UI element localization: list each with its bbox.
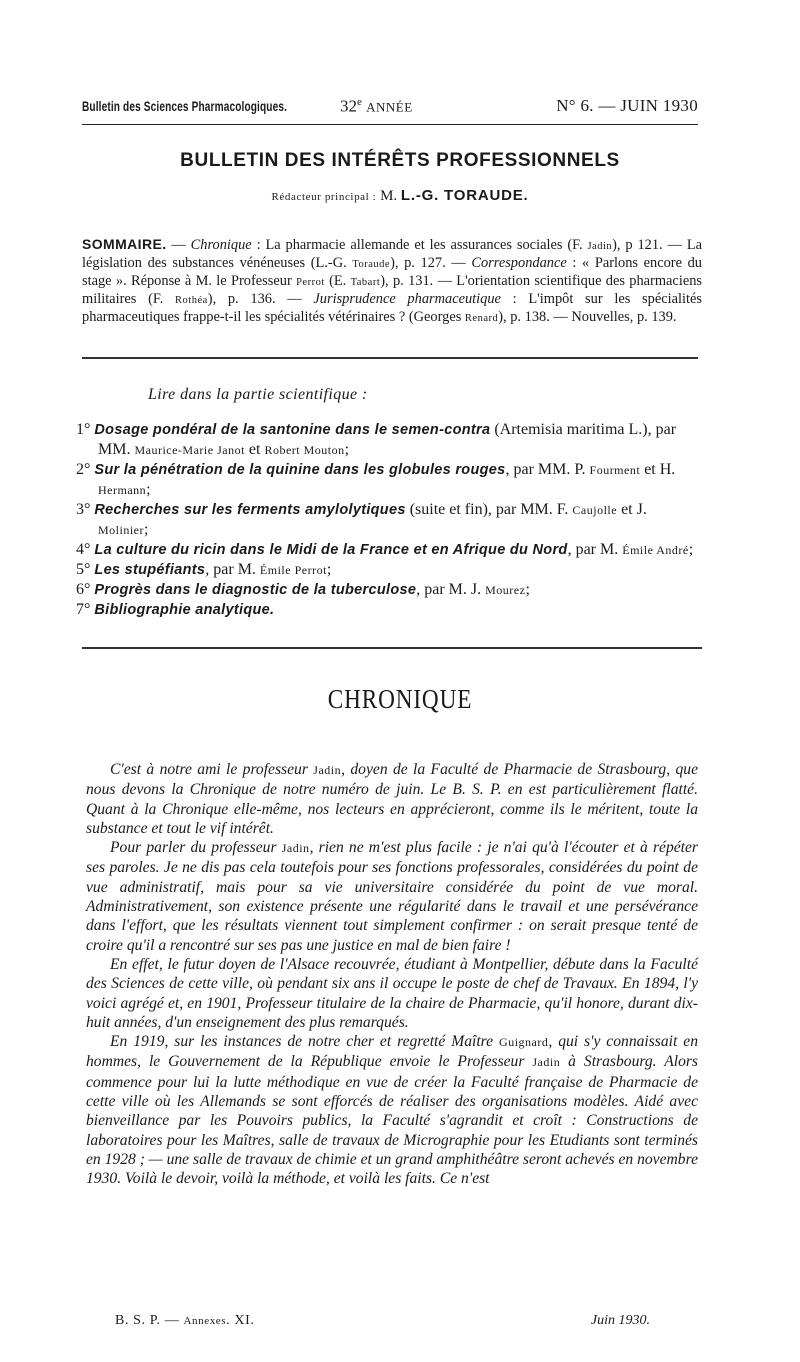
- scientific-contents-list: [76, 420, 700, 620]
- contents-item: 6° Progrès dans le diagnostic de la tuberculose, par M. J. Mourez;: [76, 581, 530, 598]
- volume-year: 32e ANNÉE: [340, 96, 413, 116]
- footer-date: Juin 1930.: [590, 1313, 650, 1328]
- footer-signature: B. S. P. — Annexes. XI.: [115, 1313, 255, 1328]
- contents-item: 4° La culture du ricin dans le Midi de la France et en Afrique du Nord, par M. Émile André;: [76, 541, 694, 558]
- paragraph: En effet, le futur doyen de l'Alsace recouvrée, étudiant à Montpellier, débute dans la Faculté des Sciences de cette ville, où pendant six ans il occupe le poste de chef de Travaux. En 1894, l'y voici agrégé et, en 1901, Professeur titulaire de la chaire de Pharmacie, qu'il honore, durant dix-huit années, d'un enseignement des plus remarqués.: [86, 955, 698, 1031]
- chronique-body: [86, 760, 698, 1189]
- contents-item: 3° Recherches sur les ferments amylolytiques (suite et fin), par MM. F. Caujolle et J. Molinier;: [76, 501, 647, 538]
- summary-block: SOMMAIRE. — Chronique : La pharmacie allemande et les assurances sociales (F. Jadin), p 121. — La législation des substances vénéneuses (L.-G. Toraude), p. 127. — Correspondance : « Parlons encore du stage ». Réponse à M. le Professeur Perrot (E. Tabart), p. 131. — L'orientation scientifique des pharmaciens militaires (F. Rothéa), p. 136. — Jurisprudence pharmaceutique : L'impôt sur les spécialités pharmaceutiques frappe-t-il les spécialités vétérinaires ? (Georges Renard), p. 138. — Nouvelles, p. 139.: [82, 236, 703, 325]
- paragraph: C'est à notre ami le professeur Jadin, doyen de la Faculté de Pharmacie de Strasbourg, que nous devons la Chronique de notre numéro de juin. Le B. S. P. en est particulièrement flatté. Quant à la Chronique elle-même, nos lecteurs en apprécieront, comme ils le méritent, toute la substance et tout le vif intérêt.: [86, 761, 698, 837]
- editor-line: Rédacteur principal : M. L.-G. TORAUDE.: [271, 187, 529, 204]
- contents-rule: [82, 647, 702, 649]
- paragraph: Pour parler du professeur Jadin, rien ne m'est plus facile : je n'ai qu'à l'écouter et à répéter ses paroles. Je ne dis pas cela toutefois pour ses fonctions professorales, considérées du point de vue administratif, mais pour sa vie universitaire considérée du point de vue moral. Administrativement, son existence présente une régularité dans le travail et une persévérance dans l'effort, que les résultats viennent tout simplement confirmer : on serait presque tenté de croire qu'il a rencontré sur ses pas une justice en mal de bien faire !: [86, 839, 699, 954]
- contents-item: 5° Les stupéfiants, par M. Émile Perrot;: [76, 561, 332, 578]
- chronique-heading: CHRONIQUE: [327, 684, 473, 714]
- section-title: BULLETIN DES INTÉRÊTS PROFESSIONNELS: [180, 150, 620, 171]
- contents-item: 7° Bibliographie analytique.: [76, 601, 275, 618]
- issue-number: N° 6. — JUIN 1930: [556, 96, 698, 115]
- paragraph: En 1919, sur les instances de notre cher et regretté Maître Guignard, qui s'y connaissait en hommes, le Gouvernement de la République envoie le Professeur Jadin à Strasbourg. Alors commence pour lui la lutte méthodique en vue de créer la Faculté française de Pharmacie de cette ville où les Allemands se sont efforcés de réaliser des organisations modèles. Aidé avec bienveillance par les Pouvoirs publics, la Faculté s'agrandit et croît : Constructions de laboratoires pour les Maîtres, salle de travaux de Micrographie pour les Etudiants sont terminés en 1928 ; — une salle de travaux de chimie et un grand amphithéâtre seront achevés en novembre 1930. Voilà le devoir, voilà la méthode, et voilà les faits. Ce n'est: [86, 1033, 699, 1188]
- contents-item: 1° Dosage pondéral de la santonine dans le semen-contra (Artemisia maritima L.), par MM. Maurice-Marie Janot et Robert Mouton;: [76, 421, 677, 458]
- header-rule: [82, 124, 698, 125]
- summary-rule: [82, 357, 698, 359]
- journal-name: Bulletin des Sciences Pharmacologiques.: [82, 98, 288, 114]
- contents-item: 2° Sur la pénétration de la quinine dans les globules rouges, par MM. P. Fourment et H. Hermann;: [76, 461, 676, 498]
- editor-name: L.-G. TORAUDE.: [400, 187, 529, 204]
- editor-label: Rédacteur principal :: [271, 191, 377, 203]
- running-header: [82, 96, 698, 122]
- scientific-part-heading: Lire dans la partie scientifique :: [148, 386, 368, 403]
- summary-label: SOMMAIRE.: [82, 236, 167, 252]
